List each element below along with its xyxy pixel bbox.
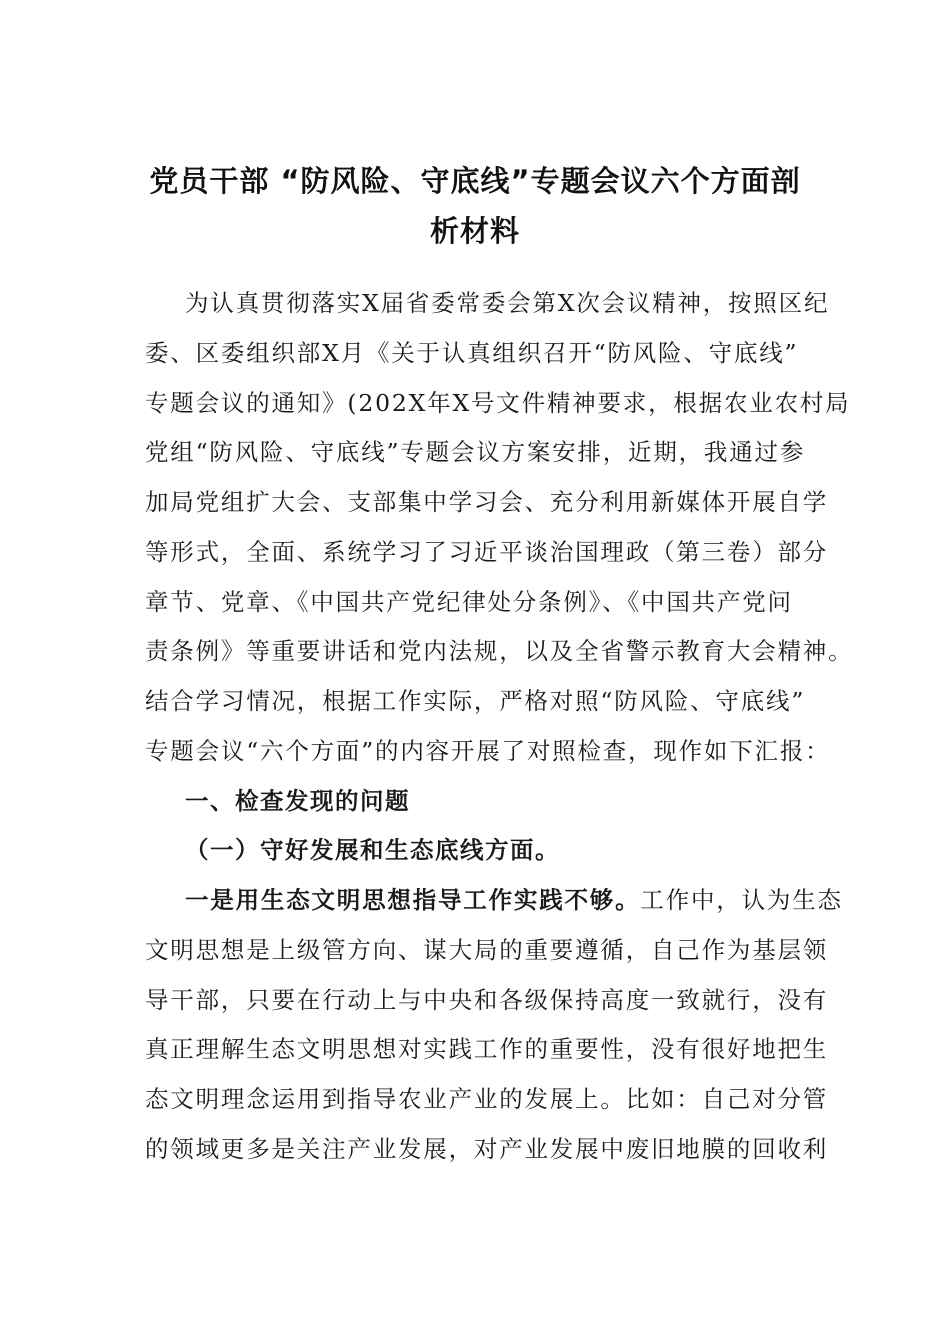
intro-line: 专题会议“六个方面”的内容开展了对照检查，现作如下汇报： <box>145 737 831 765</box>
intro-line: 责条例》等重要讲话和党内法规，以及全省警示教育大会精神。 <box>145 637 854 665</box>
point-line: 导干部，只要在行动上与中央和各级保持高度一致就行，没有 <box>145 986 829 1014</box>
intro-line: 章节、党章、《中国共产党纪律处分条例》、《中国共产党问 <box>145 588 793 616</box>
section-heading: 一、检查发现的问题 <box>185 787 410 815</box>
point-line: 文明思想是上级管方向、谋大局的重要遵循，自己作为基层领 <box>145 936 829 964</box>
subsection-heading: （一）守好发展和生态底线方面。 <box>185 836 560 864</box>
title-line-1: 党员干部 “防风险、守底线”专题会议六个方面剖 <box>149 164 801 198</box>
point-title: 一是用生态文明思想指导工作实践不够。 <box>185 886 641 914</box>
point-line: 真正理解生态文明思想对实践工作的重要性，没有很好地把生 <box>145 1035 829 1063</box>
intro-line: 加局党组扩大会、支部集中学习会、充分利用新媒体开展自学 <box>145 488 829 516</box>
intro-line: 党组“防风险、守底线”专题会议方案安排，近期，我通过参 <box>145 438 806 466</box>
intro-line: 专题会议的通知》(202X年X号文件精神要求，根据农业农村局 <box>145 389 851 417</box>
title-line-2: 析材料 <box>429 214 520 248</box>
intro-line: 结合学习情况，根据工作实际，严格对照“防风险、守底线” <box>145 687 806 715</box>
document-title <box>120 156 830 256</box>
point-line: 的领域更多是关注产业发展，对产业发展中废旧地膜的回收利 <box>145 1135 829 1163</box>
point-text: 工作中，认为生态 <box>640 886 843 914</box>
intro-line: 委、区委组织部X月《关于认真组织召开“防风险、守底线” <box>145 339 799 367</box>
point-first-line <box>185 885 855 915</box>
point-line: 态文明理念运用到指导农业产业的发展上。比如：自己对分管 <box>145 1085 829 1113</box>
intro-line: 等形式，全面、系统学习了习近平谈治国理政（第三卷）部分 <box>145 538 829 566</box>
intro-line: 为认真贯彻落实X届省委常委会第X次会议精神，按照区纪 <box>185 289 830 317</box>
